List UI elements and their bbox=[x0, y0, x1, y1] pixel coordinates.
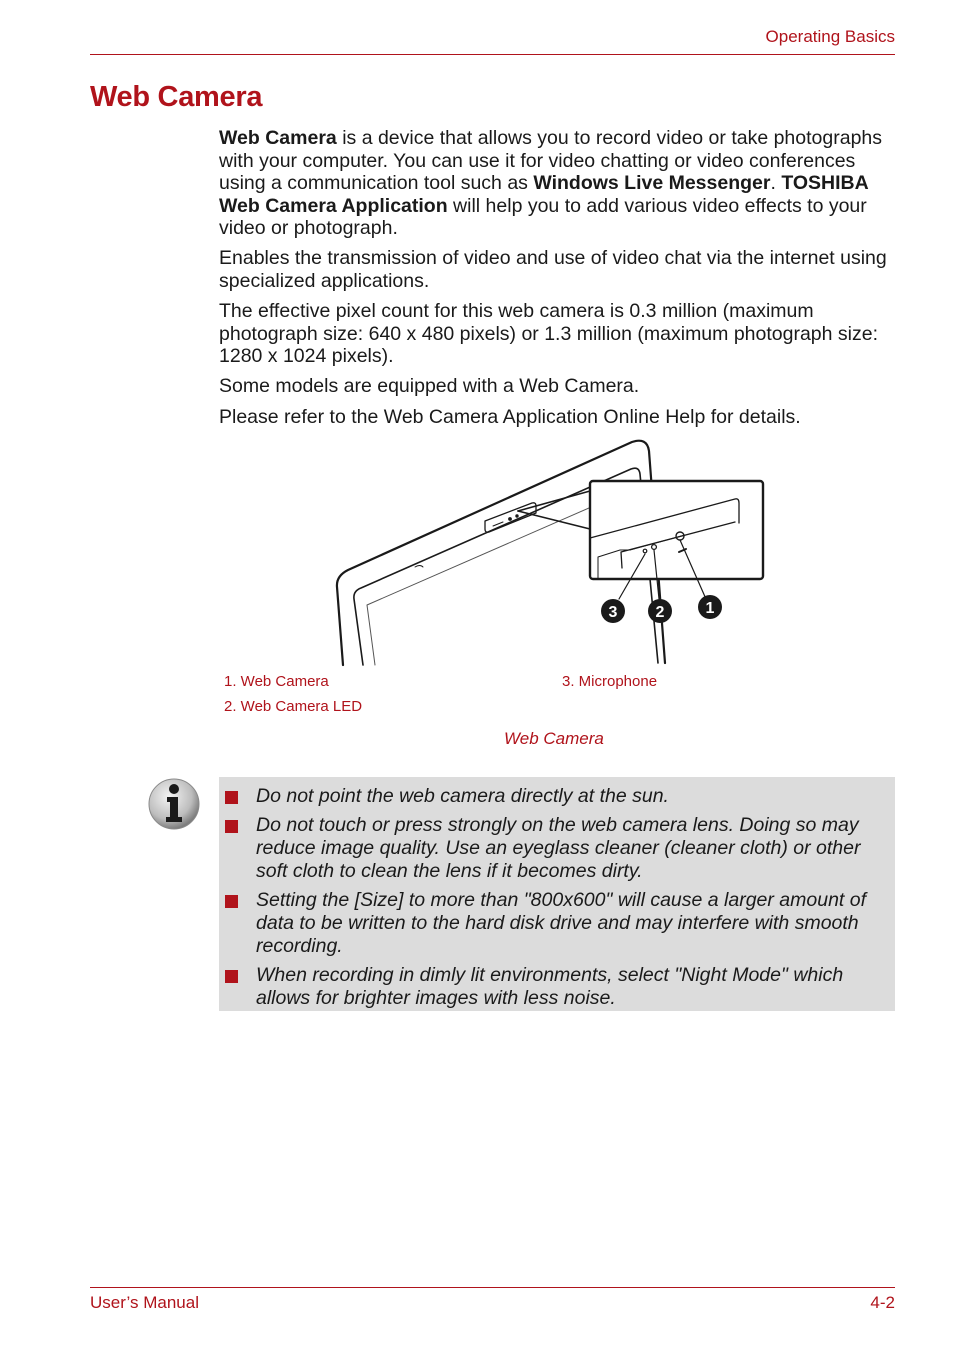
term-web-camera: Web Camera bbox=[219, 127, 337, 149]
callout-2 bbox=[648, 599, 672, 623]
paragraph-transmission: Enables the transmission of video and use of video chat via the internet using specialized applications. bbox=[219, 247, 887, 293]
note-box bbox=[219, 777, 895, 1011]
intro-text-2: . bbox=[770, 172, 782, 195]
intro-text-3: will help you to add various video effects to your video or photograph. bbox=[219, 194, 867, 240]
callout-1-label: 1 bbox=[705, 600, 715, 617]
figure-caption: Web Camera bbox=[504, 729, 604, 748]
legend-web-camera-led: 2. Web Camera LED bbox=[224, 698, 363, 715]
term-windows-live-messenger: Windows Live Messenger bbox=[533, 172, 771, 195]
zoom-pointer bbox=[518, 511, 590, 529]
footer-rule bbox=[90, 1287, 895, 1288]
bullet-square bbox=[225, 820, 238, 833]
callout-3 bbox=[601, 599, 625, 623]
note-text: Do not touch or press strongly on the web camera lens. Doing so may reduce image quality. Use an eyeglass cleaner (cleaner cloth) or other soft cloth to clean the lens if it becomes dirty. bbox=[256, 814, 861, 882]
bullet-square bbox=[225, 895, 238, 908]
web-camera-illustration bbox=[335, 437, 775, 669]
running-header: Operating Basics bbox=[765, 27, 895, 46]
bullet-square bbox=[225, 970, 238, 983]
bullet-square bbox=[225, 791, 238, 804]
page-title: Web Camera bbox=[90, 81, 263, 113]
zoom-box bbox=[590, 481, 763, 579]
callout-2-label: 2 bbox=[655, 604, 665, 621]
info-icon bbox=[147, 777, 201, 831]
callout-1 bbox=[698, 595, 722, 619]
paragraph-pixel-count: The effective pixel count for this web camera is 0.3 million (maximum photograph size: 640 x 480 pixels) or 1.3 million (maximum photograph size: 1280 x 1024 pixels). bbox=[219, 300, 879, 368]
note-text: Setting the [Size] to more than "800x600" will cause a larger amount of data to be written to the hard disk drive and may interfere with smooth recording. bbox=[256, 889, 867, 957]
footer-manual-title: User’s Manual bbox=[90, 1293, 199, 1312]
body-text bbox=[219, 127, 895, 436]
header-rule bbox=[90, 54, 895, 55]
paragraph-help: Please refer to the Web Camera Application Online Help for details. bbox=[219, 405, 801, 428]
note-text: When recording in dimly lit environments, select "Night Mode" which allows for brighter images with less noise. bbox=[256, 964, 844, 1009]
note-text: Do not point the web camera directly at the sun. bbox=[256, 785, 669, 807]
paragraph-intro bbox=[219, 127, 895, 240]
intro-text-1: is a device that allows you to record video or take photographs with your computer. You can use it for video chatting or video conferences using a communication tool such as bbox=[219, 127, 883, 195]
page-number: 4-2 bbox=[870, 1293, 895, 1312]
paragraph-models: Some models are equipped with a Web Camera. bbox=[219, 375, 640, 398]
legend-web-camera: 1. Web Camera bbox=[224, 673, 329, 690]
term-toshiba-web-camera-application: TOSHIBA Web Camera Application bbox=[219, 172, 869, 217]
callout-3-label: 3 bbox=[608, 604, 618, 621]
legend-microphone: 3. Microphone bbox=[562, 673, 658, 690]
